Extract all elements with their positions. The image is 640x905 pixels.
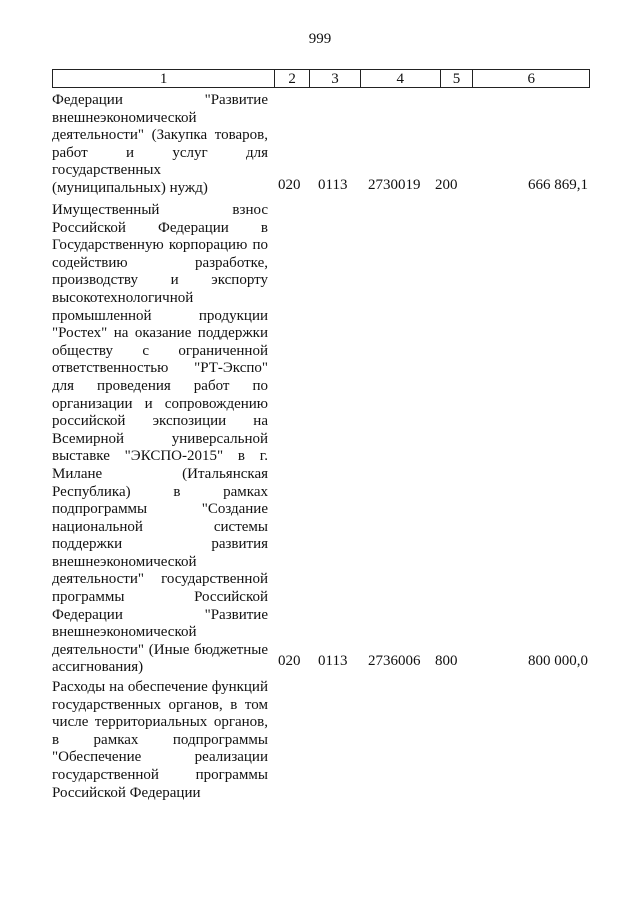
table-row [52,92,590,194]
expense-type-code: 800 [435,653,458,669]
row-description: Расходы на обеспечение функций государственных органов, в том числе территориальных органов, в рамках подпрограммы "Обеспечение реализации государственной программы Российской Федерации [52,679,268,801]
table-row [52,679,590,829]
row-codes [52,652,590,670]
header-col-6: 6 [472,70,589,87]
row-description: Федерации "Развитие внешнеэкономической деятельности" (Закупка товаров, работ и услуг для государственных (муниципальных) нужд) [52,92,268,196]
table-header [52,69,590,88]
section-code: 0113 [318,653,348,669]
header-col-2: 2 [274,70,309,87]
expense-type-code: 200 [435,177,458,193]
header-col-1: 1 [159,71,168,87]
header-col-3: 3 [309,70,360,87]
target-article-code: 2730019 [368,177,421,193]
amount: 800 000,0 [528,653,588,669]
ministry-code: 020 [278,653,301,669]
table-row [52,202,590,676]
row-codes [52,176,590,194]
section-code: 0113 [318,177,348,193]
page-number: 999 [308,31,332,47]
target-article-code: 2736006 [368,653,421,669]
header-col-4: 4 [360,70,440,87]
ministry-code: 020 [278,177,301,193]
row-description: Имущественный взнос Российской Федерации в Государственную корпорацию по содействию разработке, производству и экспорту высокотехнологичной промышленной продукции "Ростех" на оказание поддержки обществу с ограниченной ответственностью "РТ-Экспо" для проведения работ по организации и сопровождению российской экспозиции на Всемирной универсальной выставке "ЭКСПО-2015" в г. Милане (Итальянская Республика) в рамках подпрограммы "Создание национальной системы поддержки развития внешнеэкономической деятельности" государственной программы Российской Федерации "Развитие внешнеэкономической деятельности" (Иные бюджетные ассигнования) [52,202,268,676]
amount: 666 869,1 [528,177,588,193]
header-col-5: 5 [440,70,473,87]
